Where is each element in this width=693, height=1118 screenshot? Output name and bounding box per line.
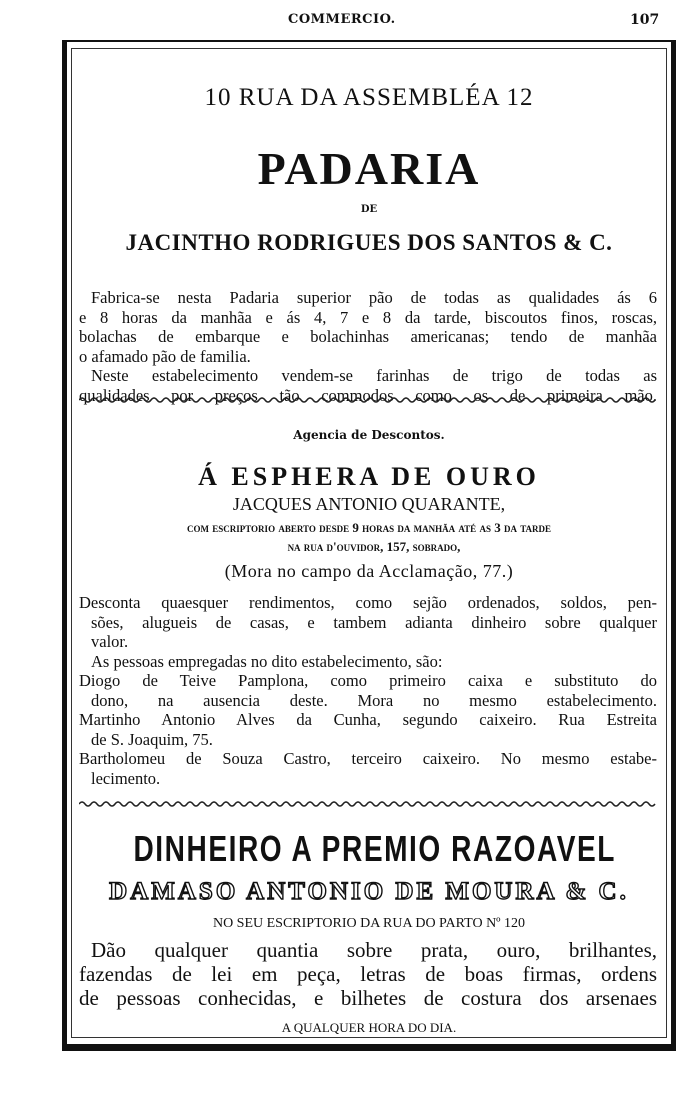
agencia-title: Á ESPHERA DE OURO xyxy=(198,462,540,491)
padaria-text xyxy=(79,288,657,405)
text-line: As pessoas empregadas no dito estabelecimento, são: xyxy=(91,651,443,671)
wavy-rule-divider xyxy=(79,800,657,808)
dinheiro-office: NO SEU ESCRIPTORIO DA RUA DO PARTO Nº 120 xyxy=(212,916,526,931)
padaria-address: 10 RUA DA ASSEMBLÉA 12 xyxy=(204,84,534,111)
text-line: lecimento. xyxy=(91,768,161,788)
text-line: Bartholomeu de Souza Castro, terceiro caixeiro. No mesmo estabe- xyxy=(79,749,657,768)
text-line: de pessoas conhecidas, e bilhetes de costura dos arsenaes xyxy=(79,986,657,1010)
agencia-text xyxy=(79,593,657,788)
agencia-residence: (Mora no campo da Acclamação, 77.) xyxy=(224,561,514,581)
text-line: Dão qualquer quantia sobre prata, ouro, brilhantes, xyxy=(91,938,657,962)
text-line: Martinho Antonio Alves da Cunha, segundo caixeiro. Rua Estreita xyxy=(79,710,657,729)
text-line: Fabrica-se nesta Padaria superior pão de todas as qualidades ás 6 xyxy=(91,288,657,307)
text-line: Neste estabelecimento vendem-se farinhas de trigo de todas as xyxy=(91,366,657,385)
text-line: Desconta quaesquer rendimentos, como sejão ordenados, soldos, pen- xyxy=(79,593,657,612)
padaria-title: PADARIA xyxy=(257,143,481,194)
agencia-heading: Agencia de Descontos. xyxy=(293,428,445,442)
running-head xyxy=(0,12,693,32)
agencia-owner: JACQUES ANTONIO QUARANTE, xyxy=(232,494,506,514)
text-line: qualidades por preços tão commodos como os de primeira mão. xyxy=(79,385,657,405)
text-line: fazendas de lei em peça, letras de boas firmas, ordens xyxy=(79,962,657,986)
advertisement-frame xyxy=(62,40,676,1051)
dinheiro-title: DINHEIRO A PREMIO RAZOAVEL xyxy=(133,828,617,869)
padaria-de: DE xyxy=(360,204,378,215)
page-number: 107 xyxy=(630,12,660,28)
dinheiro-closing: A QUALQUER HORA DO DIA. xyxy=(281,1020,457,1035)
agencia-office-address: na rua d'ouvidor, 157, sobrado, xyxy=(287,539,461,554)
dinheiro-text xyxy=(79,938,657,1010)
text-line: o afamado pão de familia. xyxy=(79,346,251,366)
padaria-owner: JACINTHO RODRIGUES DOS SANTOS & C. xyxy=(125,230,613,255)
text-line: sões, alugueis de casas, e tambem adianta dinheiro sobre qualquer xyxy=(91,612,657,632)
dinheiro-firm: DAMASO ANTONIO DE MOURA & C. xyxy=(109,878,629,905)
text-line: de S. Joaquim, 75. xyxy=(91,729,213,749)
wavy-rule-divider xyxy=(79,396,657,404)
text-line: e 8 horas da manhãa e ás 4, 7 e 8 da tarde, biscoutos finos, roscas, xyxy=(79,307,657,327)
text-line: valor. xyxy=(91,632,129,651)
text-line: dono, na ausencia deste. Mora no mesmo estabelecimento. xyxy=(91,690,657,710)
agencia-office-hours: com escriptorio aberto desde 9 horas da manhãa até as 3 da tarde xyxy=(186,520,552,535)
text-line: Diogo de Teive Pamplona, como primeiro caixa e substituto do xyxy=(79,671,657,690)
running-title: COMMERCIO. xyxy=(288,12,396,27)
text-line: bolachas de embarque e bolachinhas americanas; tendo de manhãa xyxy=(79,327,657,346)
